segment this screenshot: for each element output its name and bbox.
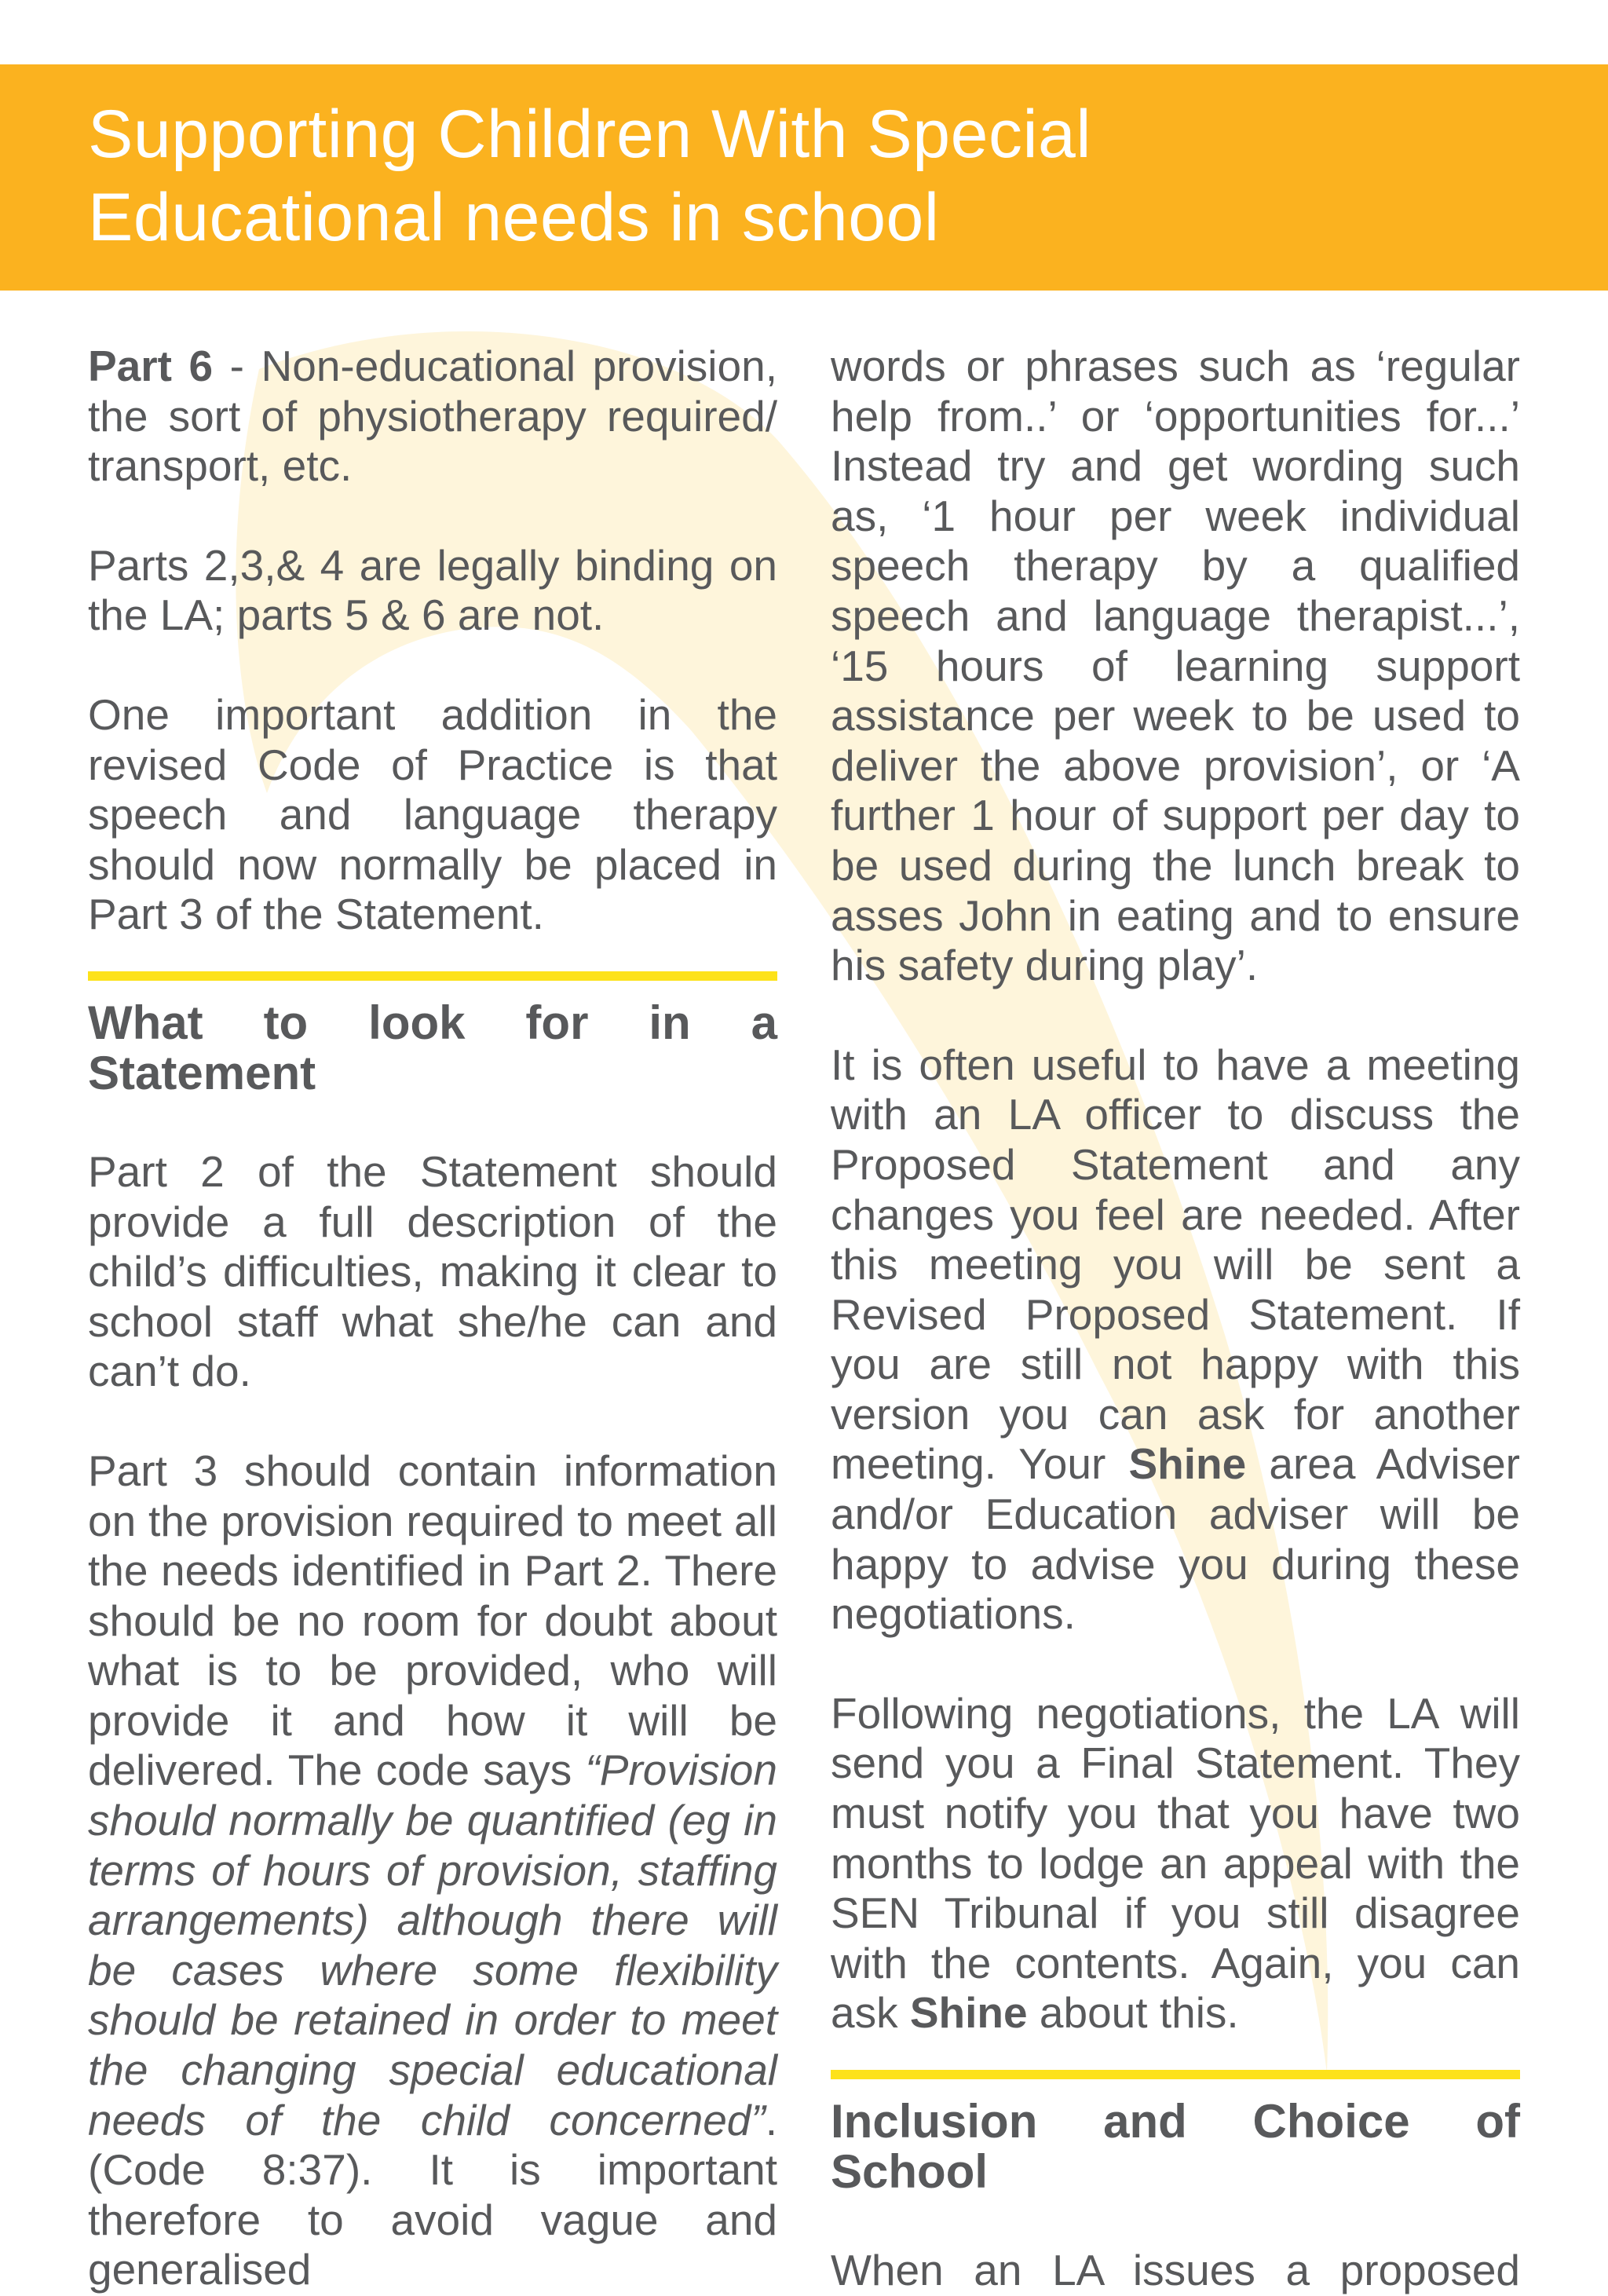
section-divider xyxy=(88,971,777,981)
page-title xyxy=(88,93,1423,259)
part3-text-start: Part 3 should contain information on the provision required to meet all the needs identified in Part 2. There should be no room for doubt about what is to be provided, who will provide it and how it will be delivered. The code says xyxy=(88,1446,777,1795)
right-column xyxy=(831,342,1520,2296)
final-text-start: Following negotiations, the LA will send you a Final Statement. They must notify you that you have two months to lodge an appeal with the SEN Tribunal if you still disagree with the contents. Again, you can ask xyxy=(831,1688,1520,2038)
legally-binding-paragraph: Parts 2,3,& 4 are legally binding on the LA; parts 5 & 6 are not. xyxy=(88,540,777,640)
inclusion-paragraph: When an LA issues a proposed xyxy=(831,2246,1520,2294)
part2-paragraph: Part 2 of the Statement should provide a full description of the child’s difficulties, making it clear to school staff what she/he can and can’t do. xyxy=(88,1146,777,1396)
meeting-paragraph xyxy=(831,1040,1520,1640)
wording-paragraph: words or phrases such as ‘regular help from..’ or ‘opportunities for...’ Instead try and get wording such as, ‘1 hour per week individual speech therapy by a qualified speech and language therapist...’, ‘15 hours of learning support assistance per week to be used to deliver the above provision’, or ‘A further 1 hour of support per day to be used during the lunch break to asses John in eating and to ensure his safety during play’. xyxy=(831,342,1520,990)
heading-inclusion-choice: Inclusion and Choice of School xyxy=(831,2095,1520,2198)
page-title-line-2: Educational needs in school xyxy=(88,180,940,255)
final-statement-paragraph xyxy=(831,1689,1520,2038)
part6-label: Part 6 xyxy=(88,342,214,390)
part6-text: - Non-educational provision, the sort of physiotherapy required/ transport, etc. xyxy=(88,342,777,491)
heading-what-to-look-for: What to look for in a Statement xyxy=(88,996,777,1099)
addition-paragraph: One important addition in the revised Code of Practice is that speech and language therapy should now normally be placed in Part 3 of the Statement. xyxy=(88,689,777,939)
final-text-end: about this. xyxy=(1027,1988,1239,2038)
page-title-line-1: Supporting Children With Special xyxy=(88,97,1091,172)
shine-name: Shine xyxy=(909,1988,1028,2038)
meeting-text-start: It is often useful to have a meeting with an LA officer to discuss the Proposed Statement and any changes you feel are needed. After this meeting you will be sent a Revised Proposed Statement. If you are still not happy with this version you can ask for another meeting. Your xyxy=(831,1040,1520,1489)
section-divider xyxy=(831,2070,1520,2079)
part3-paragraph xyxy=(88,1446,777,2295)
part6-paragraph xyxy=(88,342,777,492)
shine-name: Shine xyxy=(1128,1439,1247,1489)
part3-text-end: . (Code 8:37). It is important therefore to avoid vague and generalised xyxy=(88,2095,777,2294)
meeting-text-end: area Adviser and/or Education adviser will be happy to advise you during these negotiations. xyxy=(831,1439,1520,1639)
left-column xyxy=(88,342,777,2295)
code-quote: “Provision should normally be quantified (eg in terms of hours of provision, staffing arrangements) although there will be cases where some flexibility should be retained in order to meet the changing special educational needs of the child concerned” xyxy=(88,1746,777,2144)
